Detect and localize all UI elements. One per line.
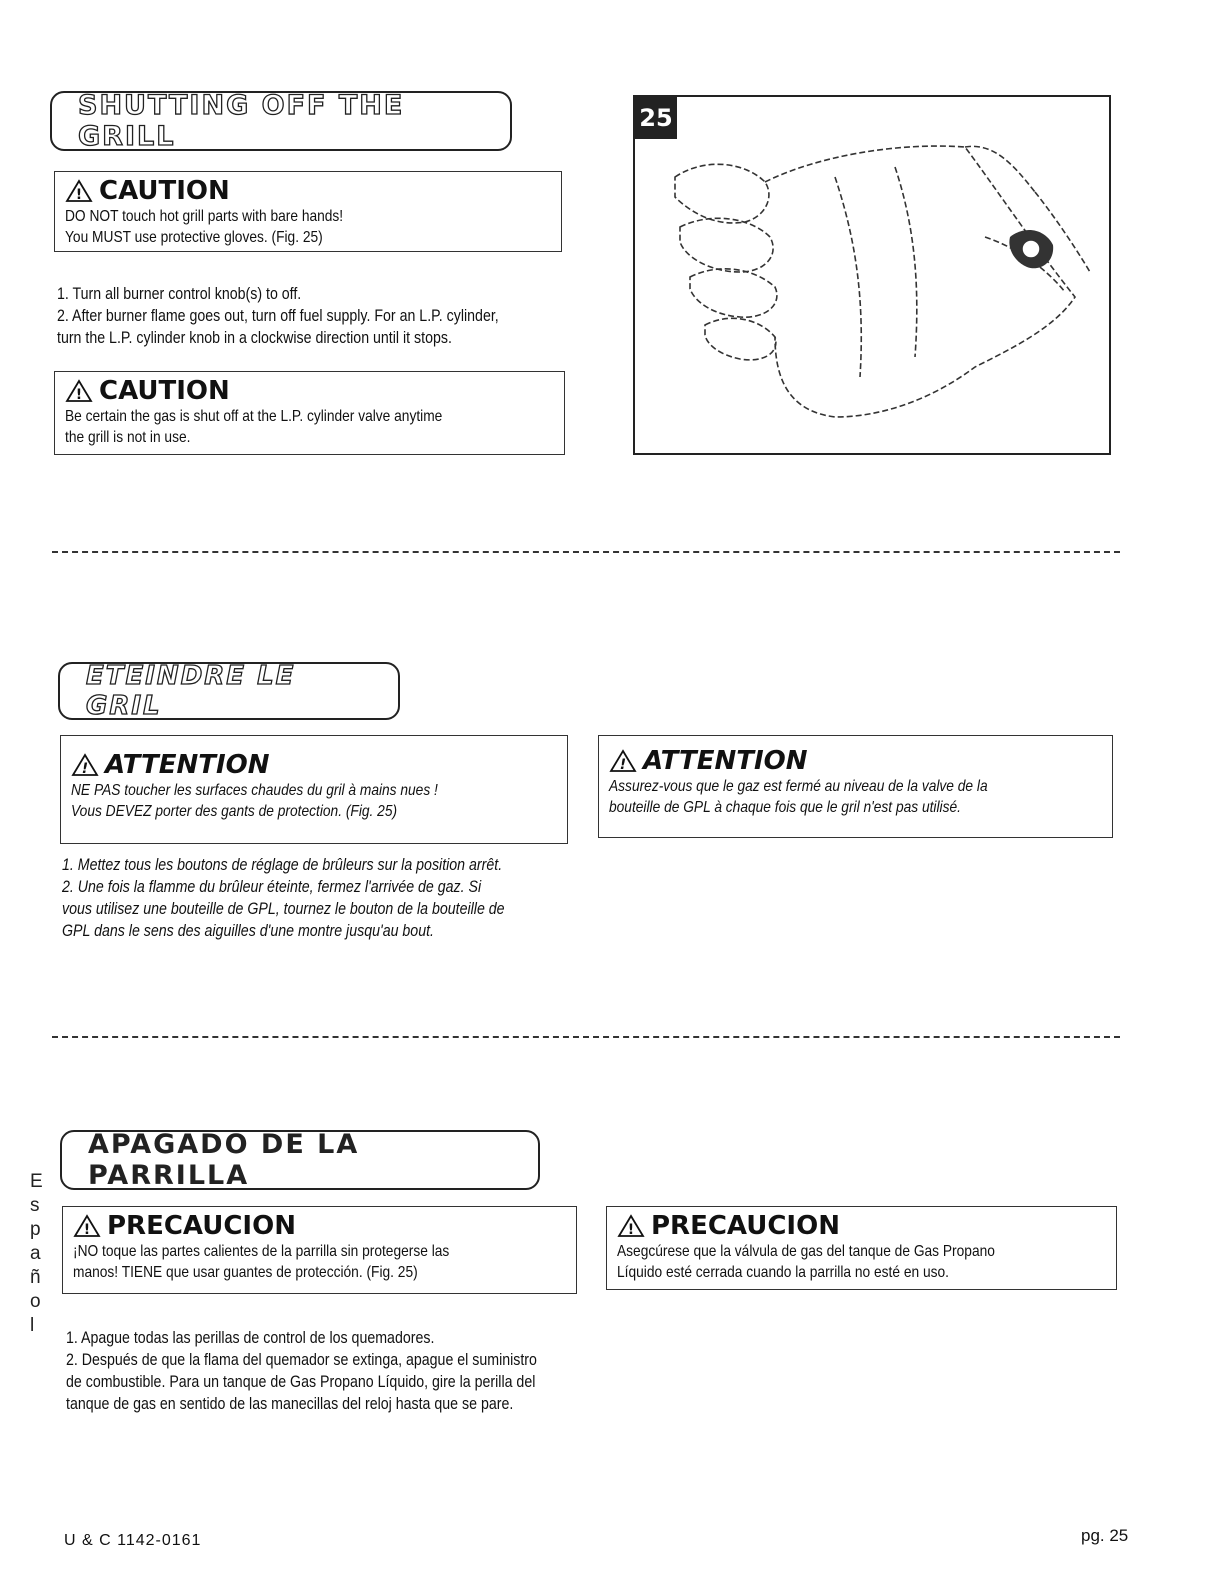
caution-heading: ! CAUTION <box>65 176 551 206</box>
step-line: turn the L.P. cylinder knob in a clockwise direction until it stops. <box>57 329 452 347</box>
side-letter: ñ <box>30 1267 41 1288</box>
svg-text:!: ! <box>627 1222 635 1238</box>
warning-triangle-icon <box>65 379 93 403</box>
attention-line: Vous DEVEZ porter des gants de protection. (Fig. 25) <box>71 803 398 820</box>
svg-text:!: ! <box>619 757 627 773</box>
french-section-title: ETEINDRE LE GRIL <box>58 662 400 720</box>
step-line: 2. After burner flame goes out, turn off fuel supply. For an L.P. cylinder, <box>57 307 499 325</box>
attention-line: NE PAS toucher les surfaces chaudes du gril à mains nues ! <box>71 782 438 799</box>
section-divider <box>52 1036 1120 1038</box>
page-number: pg. 25 <box>1081 1526 1129 1545</box>
warning-triangle-icon <box>609 749 637 773</box>
step-line: de combustible. Para un tanque de Gas Propano Líquido, gire la perilla del <box>66 1373 536 1391</box>
precaucion-line: Asegcúrese que la válvula de gas del tanque de Gas Propano <box>617 1243 995 1260</box>
spanish-steps <box>66 1327 537 1415</box>
section-divider <box>52 551 1120 553</box>
attention-line: Assurez-vous que le gaz est fermé au niveau de la valve de la <box>609 778 988 795</box>
step-line: 1. Turn all burner control knob(s) to off. <box>57 285 302 303</box>
svg-text:!: ! <box>83 1222 91 1238</box>
attention-heading: ! ATTENTION <box>71 750 557 780</box>
step-line: vous utilisez une bouteille de GPL, tournez le bouton de la bouteille de <box>62 900 505 918</box>
warning-triangle-icon <box>617 1214 645 1238</box>
caution-line: DO NOT touch hot grill parts with bare hands! <box>65 208 344 225</box>
english-caution-box-2 <box>54 371 565 455</box>
side-letter: p <box>30 1219 41 1240</box>
side-letter: a <box>30 1243 41 1264</box>
precaucion-line: ¡NO toque las partes calientes de la parrilla sin protegerse las <box>73 1243 450 1260</box>
french-steps <box>62 854 505 942</box>
side-letter: E <box>30 1171 43 1192</box>
svg-text:!: ! <box>81 761 89 777</box>
model-number: U & C 1142-0161 <box>64 1532 202 1549</box>
step-line: 2. Une fois la flamme du brûleur éteinte, fermez l'arrivée de gaz. Si <box>62 878 482 896</box>
side-language-tab <box>30 1170 43 1338</box>
warning-triangle-icon <box>65 179 93 203</box>
precaucion-line: Líquido esté cerrada cuando la parrilla no esté en uso. <box>617 1264 949 1281</box>
figure-number: 25 <box>635 97 677 139</box>
spanish-section-title: APAGADO DE LA PARRILLA <box>60 1130 540 1190</box>
side-letter: s <box>30 1195 40 1216</box>
french-attention-box-2 <box>598 735 1113 838</box>
side-letter: o <box>30 1291 41 1312</box>
warning-triangle-icon <box>71 753 99 777</box>
attention-heading: ! ATTENTION <box>609 746 1102 776</box>
caution-line: Be certain the gas is shut off at the L.P. cylinder valve anytime <box>65 408 443 425</box>
step-line: 1. Mettez tous les boutons de réglage de brûleurs sur la position arrêt. <box>62 856 503 874</box>
precaucion-heading: ! PRECAUCION <box>73 1211 566 1241</box>
figure-25 <box>633 95 1111 455</box>
french-attention-box-1 <box>60 735 568 844</box>
side-letter: l <box>30 1315 35 1336</box>
warning-triangle-icon <box>73 1214 101 1238</box>
svg-text:!: ! <box>75 387 83 403</box>
caution-line: You MUST use protective gloves. (Fig. 25) <box>65 229 323 246</box>
precaucion-line: manos! TIENE que usar guantes de protección. (Fig. 25) <box>73 1264 418 1281</box>
english-caution-box-1 <box>54 171 562 252</box>
english-section-title: SHUTTING OFF THE GRILL <box>50 91 512 151</box>
svg-text:!: ! <box>75 187 83 203</box>
gloved-hand-illustration-icon <box>635 97 1109 453</box>
step-line: GPL dans le sens des aiguilles d'une montre jusqu'au bout. <box>62 922 434 940</box>
precaucion-heading: ! PRECAUCION <box>617 1211 1106 1241</box>
caution-heading: ! CAUTION <box>65 376 554 406</box>
step-line: tanque de gas en sentido de las manecillas del reloj hasta que se pare. <box>66 1395 514 1413</box>
english-steps <box>57 283 499 349</box>
caution-line: the grill is not in use. <box>65 429 191 446</box>
spanish-precaucion-box-1 <box>62 1206 577 1294</box>
spanish-precaucion-box-2 <box>606 1206 1117 1290</box>
step-line: 2. Después de que la flama del quemador se extinga, apague el suministro <box>66 1351 537 1369</box>
attention-line: bouteille de GPL à chaque fois que le gril n'est pas utilisé. <box>609 799 961 816</box>
step-line: 1. Apague todas las perillas de control de los quemadores. <box>66 1329 435 1347</box>
